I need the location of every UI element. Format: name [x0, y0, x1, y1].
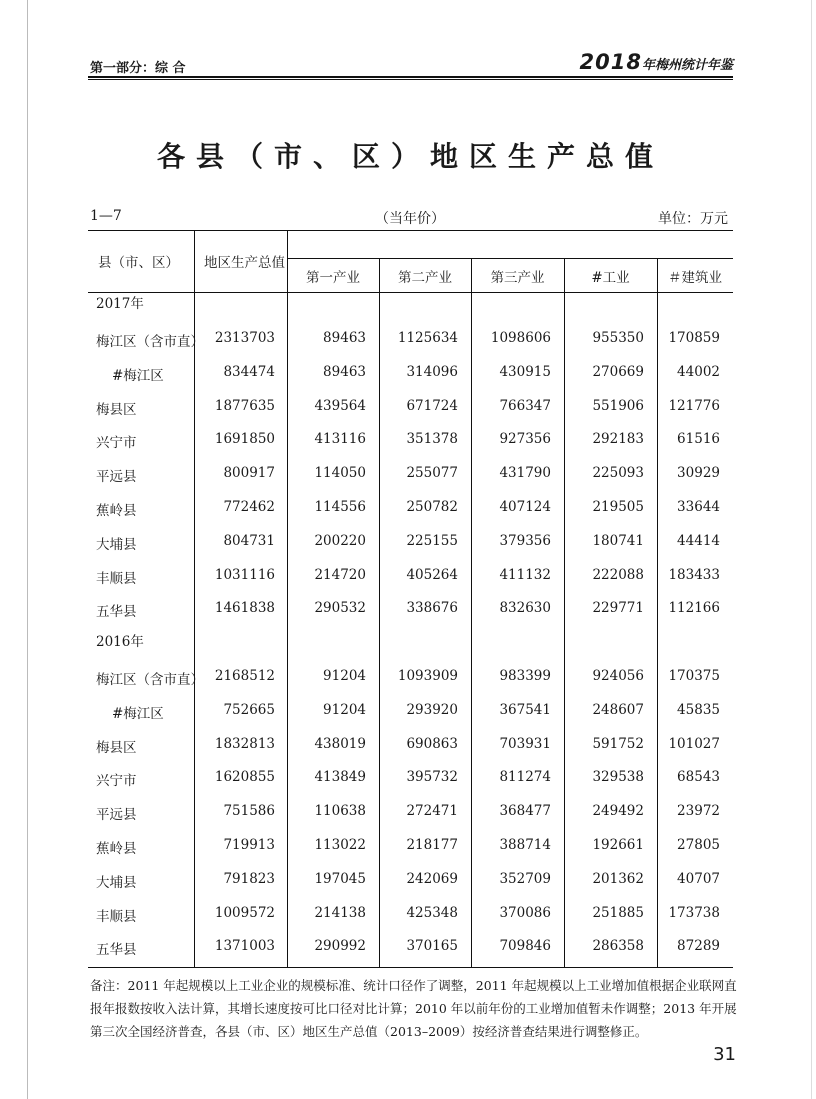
cell-construction: 33644 — [677, 499, 720, 515]
cell-tertiary: 431790 — [499, 465, 551, 481]
cell-construction: 112166 — [668, 600, 720, 616]
year-group-label: 2017年 — [96, 296, 144, 312]
cell-secondary: 671724 — [406, 398, 458, 414]
yearbook-name: 年梅州统计年鉴 — [641, 58, 733, 73]
cell-industry: 270669 — [592, 364, 644, 380]
cell-industry: 248607 — [592, 702, 644, 718]
cell-construction: 170859 — [668, 330, 720, 346]
cell-tertiary: 709846 — [499, 938, 551, 954]
cell-primary: 413116 — [314, 431, 366, 447]
cell-secondary: 1125634 — [397, 330, 458, 346]
cell-construction: 173738 — [668, 905, 720, 921]
cell-industry: 192661 — [592, 837, 644, 853]
cell-gdp: 791823 — [223, 871, 275, 887]
cell-gdp: 1832813 — [214, 736, 275, 752]
cell-tertiary: 388714 — [499, 837, 551, 853]
cell-secondary: 395732 — [406, 769, 458, 785]
price-basis: （当年价） — [375, 211, 445, 227]
cell-tertiary: 703931 — [499, 736, 551, 752]
cell-construction: 27805 — [677, 837, 720, 853]
cell-gdp: 1877635 — [214, 398, 275, 414]
page-edge-left — [27, 0, 28, 1099]
cell-industry: 201362 — [592, 871, 644, 887]
cell-construction: 87289 — [677, 938, 720, 954]
cell-secondary: 272471 — [406, 803, 458, 819]
column-header-tertiary: 第三产业 — [490, 270, 545, 286]
cell-primary: 89463 — [323, 364, 366, 380]
cell-gdp: 1371003 — [214, 938, 275, 954]
page-number: 31 — [713, 1044, 736, 1065]
cell-secondary: 690863 — [406, 736, 458, 752]
cell-tertiary: 411132 — [499, 567, 551, 583]
row-region-name: 大埔县 — [96, 875, 137, 891]
cell-industry: 591752 — [592, 736, 644, 752]
cell-gdp: 804731 — [223, 533, 275, 549]
header-rule — [88, 76, 733, 78]
cell-industry: 286358 — [592, 938, 644, 954]
cell-primary: 113022 — [314, 837, 366, 853]
cell-secondary: 314096 — [406, 364, 458, 380]
column-header-construction: ＃建筑业 — [668, 270, 722, 286]
row-region-name: 平远县 — [96, 807, 137, 823]
cell-secondary: 225155 — [406, 533, 458, 549]
cell-secondary: 1093909 — [397, 668, 458, 684]
cell-construction: 183433 — [668, 567, 720, 583]
cell-primary: 114050 — [314, 465, 366, 481]
yearbook-year: 2018 — [579, 50, 642, 74]
cell-gdp: 1620855 — [214, 769, 275, 785]
cell-gdp: 719913 — [223, 837, 275, 853]
cell-primary: 290532 — [314, 600, 366, 616]
column-header-primary: 第一产业 — [306, 270, 360, 286]
cell-industry: 249492 — [592, 803, 644, 819]
cell-industry: 251885 — [592, 905, 644, 921]
row-region-name: 梅江区（含市直） — [96, 334, 204, 350]
cell-secondary: 351378 — [406, 431, 458, 447]
header-bottom-rule — [88, 292, 733, 293]
cell-gdp: 834474 — [223, 364, 275, 380]
cell-construction: 61516 — [677, 431, 720, 447]
cell-primary: 290992 — [314, 938, 366, 954]
cell-gdp: 2168512 — [214, 668, 275, 684]
row-region-name: 五华县 — [96, 942, 137, 958]
column-header-region: 县（市、区） — [98, 255, 179, 271]
cell-primary: 197045 — [314, 871, 366, 887]
unit-label: 单位：万元 — [658, 211, 728, 227]
row-region-name: 兴宁市 — [96, 435, 137, 451]
running-header-yearbook — [565, 50, 733, 74]
cell-gdp: 1691850 — [214, 431, 275, 447]
row-region-name: 蕉岭县 — [96, 841, 137, 857]
cell-industry: 225093 — [592, 465, 644, 481]
cell-gdp: 1461838 — [214, 600, 275, 616]
cell-gdp: 800917 — [223, 465, 275, 481]
cell-industry: 955350 — [592, 330, 644, 346]
page-edge-right — [811, 0, 812, 1099]
column-header-gdp: 地区生产总值 — [204, 255, 285, 271]
cell-industry: 219505 — [592, 499, 644, 515]
cell-construction: 23972 — [677, 803, 720, 819]
page-title: 各县（市、区）地区生产总值 — [156, 140, 664, 173]
row-region-name: #梅江区 — [112, 706, 164, 722]
cell-construction: 170375 — [668, 668, 720, 684]
cell-primary: 200220 — [314, 533, 366, 549]
column-header-secondary: 第二产业 — [398, 270, 452, 286]
cell-industry: 292183 — [592, 431, 644, 447]
cell-construction: 121776 — [668, 398, 720, 414]
cell-construction: 101027 — [668, 736, 720, 752]
cell-secondary: 370165 — [406, 938, 458, 954]
cell-secondary: 250782 — [406, 499, 458, 515]
cell-gdp: 751586 — [223, 803, 275, 819]
cell-gdp: 1009572 — [214, 905, 275, 921]
cell-secondary: 255077 — [406, 465, 458, 481]
row-region-name: 梅江区（含市直） — [96, 672, 204, 688]
row-region-name: 梅县区 — [96, 402, 137, 418]
cell-tertiary: 927356 — [499, 431, 551, 447]
cell-primary: 413849 — [314, 769, 366, 785]
cell-primary: 89463 — [323, 330, 366, 346]
header-rule-thin — [88, 79, 733, 80]
cell-primary: 214138 — [314, 905, 366, 921]
cell-primary: 91204 — [323, 702, 366, 718]
header-mid-rule — [287, 258, 733, 259]
table-id: 1—7 — [90, 208, 122, 224]
cell-industry: 180741 — [592, 533, 644, 549]
cell-construction: 40707 — [677, 871, 720, 887]
running-header-section: 第一部分：综 合 — [90, 61, 186, 76]
cell-tertiary: 352709 — [499, 871, 551, 887]
cell-tertiary: 407124 — [499, 499, 551, 515]
cell-secondary: 218177 — [406, 837, 458, 853]
cell-gdp: 1031116 — [214, 567, 275, 583]
cell-tertiary: 367541 — [499, 702, 551, 718]
table-top-rule — [88, 230, 733, 231]
cell-secondary: 242069 — [406, 871, 458, 887]
cell-tertiary: 1098606 — [490, 330, 551, 346]
cell-secondary: 338676 — [406, 600, 458, 616]
cell-gdp: 752665 — [223, 702, 275, 718]
row-region-name: 平远县 — [96, 469, 137, 485]
cell-industry: 924056 — [592, 668, 644, 684]
row-region-name: 蕉岭县 — [96, 503, 137, 519]
cell-construction: 30929 — [677, 465, 720, 481]
cell-industry: 551906 — [592, 398, 644, 414]
column-header-industry: #工业 — [591, 270, 630, 286]
cell-construction: 44414 — [677, 533, 720, 549]
cell-tertiary: 983399 — [499, 668, 551, 684]
cell-primary: 438019 — [314, 736, 366, 752]
cell-construction: 44002 — [677, 364, 720, 380]
cell-tertiary: 370086 — [499, 905, 551, 921]
cell-tertiary: 368477 — [499, 803, 551, 819]
row-region-name: 兴宁市 — [96, 773, 137, 789]
cell-construction: 45835 — [677, 702, 720, 718]
row-region-name: 丰顺县 — [96, 571, 137, 587]
cell-industry: 229771 — [592, 600, 644, 616]
row-region-name: 梅县区 — [96, 740, 137, 756]
cell-primary: 110638 — [314, 803, 366, 819]
cell-secondary: 293920 — [406, 702, 458, 718]
cell-construction: 68543 — [677, 769, 720, 785]
cell-industry: 222088 — [592, 567, 644, 583]
row-region-name: 大埔县 — [96, 537, 137, 553]
cell-industry: 329538 — [592, 769, 644, 785]
cell-primary: 114556 — [314, 499, 366, 515]
year-group-label: 2016年 — [96, 634, 144, 650]
cell-secondary: 405264 — [406, 567, 458, 583]
cell-secondary: 425348 — [406, 905, 458, 921]
cell-gdp: 772462 — [223, 499, 275, 515]
cell-primary: 439564 — [314, 398, 366, 414]
row-region-name: 丰顺县 — [96, 909, 137, 925]
cell-primary: 91204 — [323, 668, 366, 684]
footnote: 备注：2011 年起规模以上工业企业的规模标准、统计口径作了调整，2011 年起规模以上工业增加值根据企业联网直报年报数按收入法计算，其增长速度按可比口径对比计算；2010 年以前年份的工业增加值暂未作调整；2013 年开展第三次全国经济普查，各县（市、区）地区生产总值（2013–2009）按经济普查结果进行调整修正。 — [90, 978, 737, 1039]
cell-tertiary: 379356 — [499, 533, 551, 549]
cell-tertiary: 430915 — [499, 364, 551, 380]
row-region-name: #梅江区 — [112, 368, 164, 384]
cell-primary: 214720 — [314, 567, 366, 583]
cell-tertiary: 832630 — [499, 600, 551, 616]
cell-tertiary: 811274 — [499, 769, 551, 785]
cell-gdp: 2313703 — [214, 330, 275, 346]
cell-tertiary: 766347 — [499, 398, 551, 414]
row-region-name: 五华县 — [96, 604, 137, 620]
table-bottom-rule — [88, 967, 733, 968]
